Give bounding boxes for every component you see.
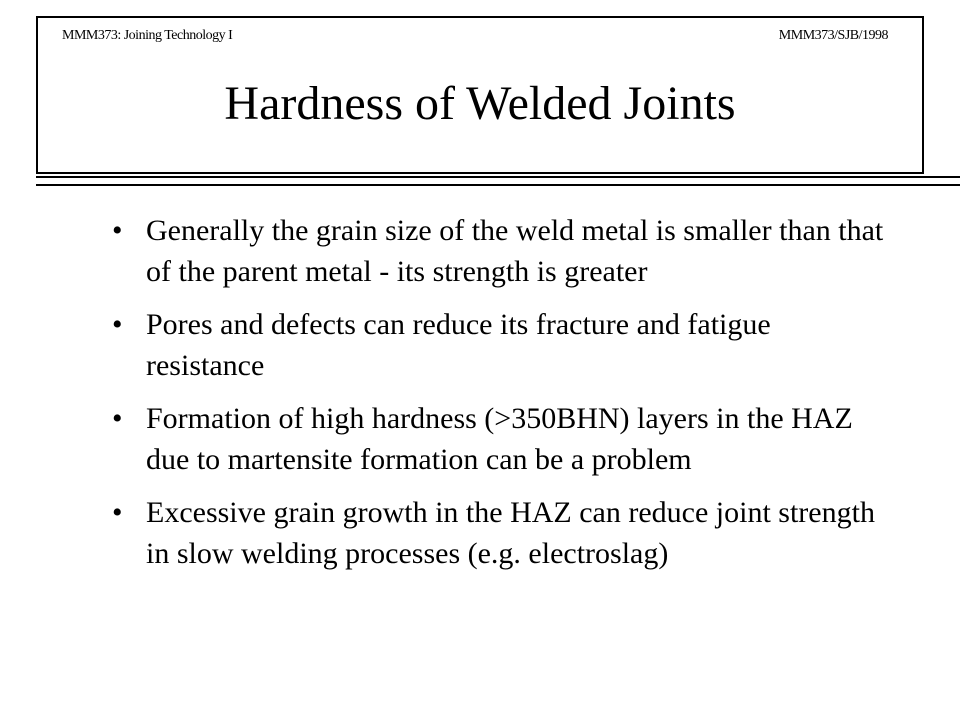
header-divider-bottom bbox=[36, 184, 960, 186]
bullet-marker: • bbox=[112, 496, 123, 529]
bullet-text: Excessive grain growth in the HAZ can reduce joint strength in slow welding processes (e.g. electroslag) bbox=[146, 496, 875, 570]
bullet-text: Pores and defects can reduce its fracture and fatigue resistance bbox=[146, 308, 771, 382]
header-divider-top bbox=[36, 176, 960, 178]
bullet-item bbox=[110, 398, 890, 480]
bullet-marker: • bbox=[112, 402, 123, 435]
bullet-item bbox=[110, 210, 890, 292]
course-label: MMM373: Joining Technology I bbox=[62, 28, 233, 43]
bullet-marker: • bbox=[112, 308, 123, 341]
bullet-item bbox=[110, 492, 890, 574]
bullet-text: Formation of high hardness (>350BHN) layers in the HAZ due to martensite formation can be a problem bbox=[146, 402, 853, 476]
document-reference: MMM373/SJB/1998 bbox=[778, 28, 888, 43]
bullet-list bbox=[110, 210, 890, 586]
slide-header-box bbox=[36, 16, 924, 174]
slide-title: Hardness of Welded Joints bbox=[224, 77, 736, 130]
bullet-text: Generally the grain size of the weld metal is smaller than that of the parent metal - its strength is greater bbox=[146, 214, 884, 288]
bullet-marker: • bbox=[112, 214, 123, 247]
bullet-item bbox=[110, 304, 890, 386]
